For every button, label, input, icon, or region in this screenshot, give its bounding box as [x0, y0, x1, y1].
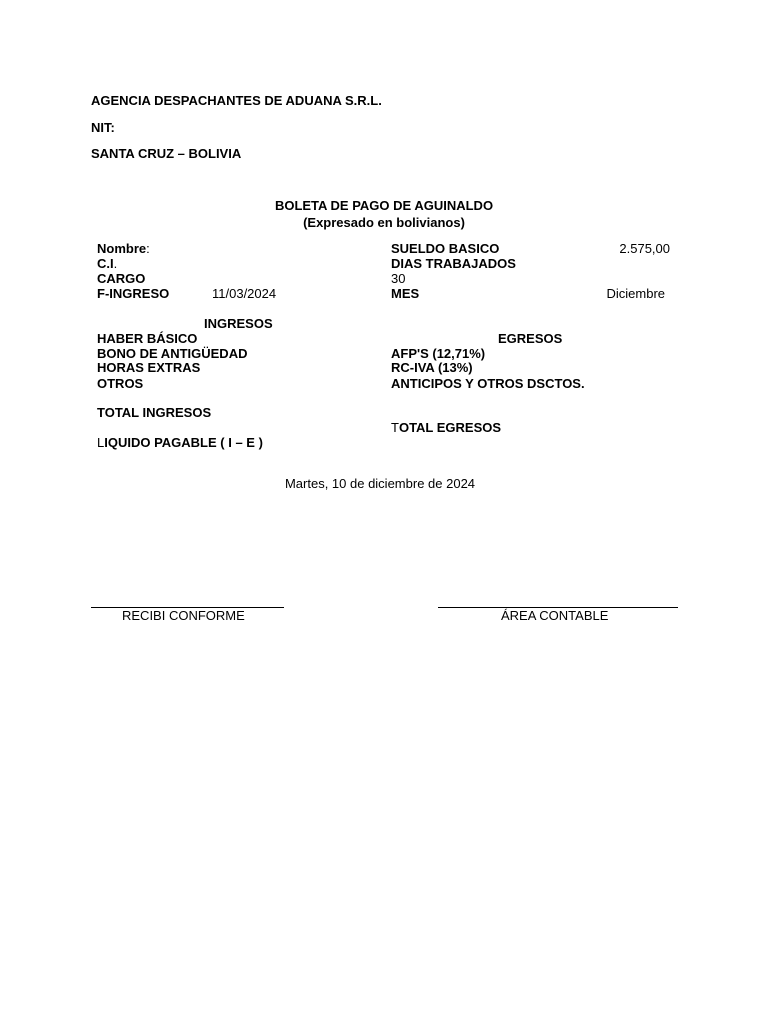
egresos-item: AFP'S (12,71%) — [391, 346, 486, 361]
total-ingresos-label: TOTAL INGRESOS — [97, 405, 212, 420]
date-line: Martes, 10 de diciembre de 2024 — [284, 476, 476, 491]
nombre-row — [97, 241, 150, 256]
nit-label: NIT: — [91, 120, 115, 135]
ci-row — [97, 256, 117, 271]
sueldo-label: SUELDO BASICO — [391, 241, 500, 256]
egresos-header: EGRESOS — [498, 331, 563, 346]
mes-label: MES — [391, 286, 420, 301]
dias-label: DIAS TRABAJADOS — [391, 256, 516, 271]
nombre-label: Nombre — [97, 241, 147, 256]
company-name: AGENCIA DESPACHANTES DE ADUANA S.R.L. — [91, 93, 382, 108]
document-subtitle: (Expresado en bolivianos) — [303, 215, 465, 230]
ingresos-item: HORAS EXTRAS — [97, 360, 201, 375]
dias-value: 30 — [391, 271, 406, 286]
egresos-item: ANTICIPOS Y OTROS DSCTOS. — [391, 376, 585, 391]
nombre-colon: : — [146, 241, 150, 256]
sueldo-value: 2.575,00 — [619, 241, 670, 256]
signature-label-right: ÁREA CONTABLE — [501, 608, 609, 623]
fingreso-label: F-INGRESO — [97, 286, 170, 301]
total-egresos-rest: OTAL EGRESOS — [398, 420, 502, 435]
ingresos-item: BONO DE ANTIGÜEDAD — [97, 346, 248, 361]
liquido-pagable-label — [97, 435, 263, 450]
ci-label: C.I — [97, 256, 114, 271]
liquido-first-letter: L — [97, 435, 105, 450]
fingreso-value: 11/03/2024 — [212, 286, 277, 301]
egresos-item: RC-IVA (13%) — [391, 360, 473, 375]
ingresos-item: HABER BÁSICO — [97, 331, 198, 346]
ingresos-item: OTROS — [97, 376, 144, 391]
ingresos-header: INGRESOS — [204, 316, 273, 331]
ci-dot: . — [113, 256, 118, 271]
company-location: SANTA CRUZ – BOLIVIA — [91, 146, 242, 161]
cargo-label: CARGO — [97, 271, 146, 286]
total-egresos-first-letter: T — [391, 420, 399, 435]
signature-label-left: RECIBI CONFORME — [122, 608, 245, 623]
document-title: BOLETA DE PAGO DE AGUINALDO — [274, 198, 494, 213]
liquido-rest: IQUIDO PAGABLE ( I – E ) — [104, 435, 263, 450]
mes-value: Diciembre — [606, 286, 665, 301]
total-egresos-label — [391, 420, 501, 435]
